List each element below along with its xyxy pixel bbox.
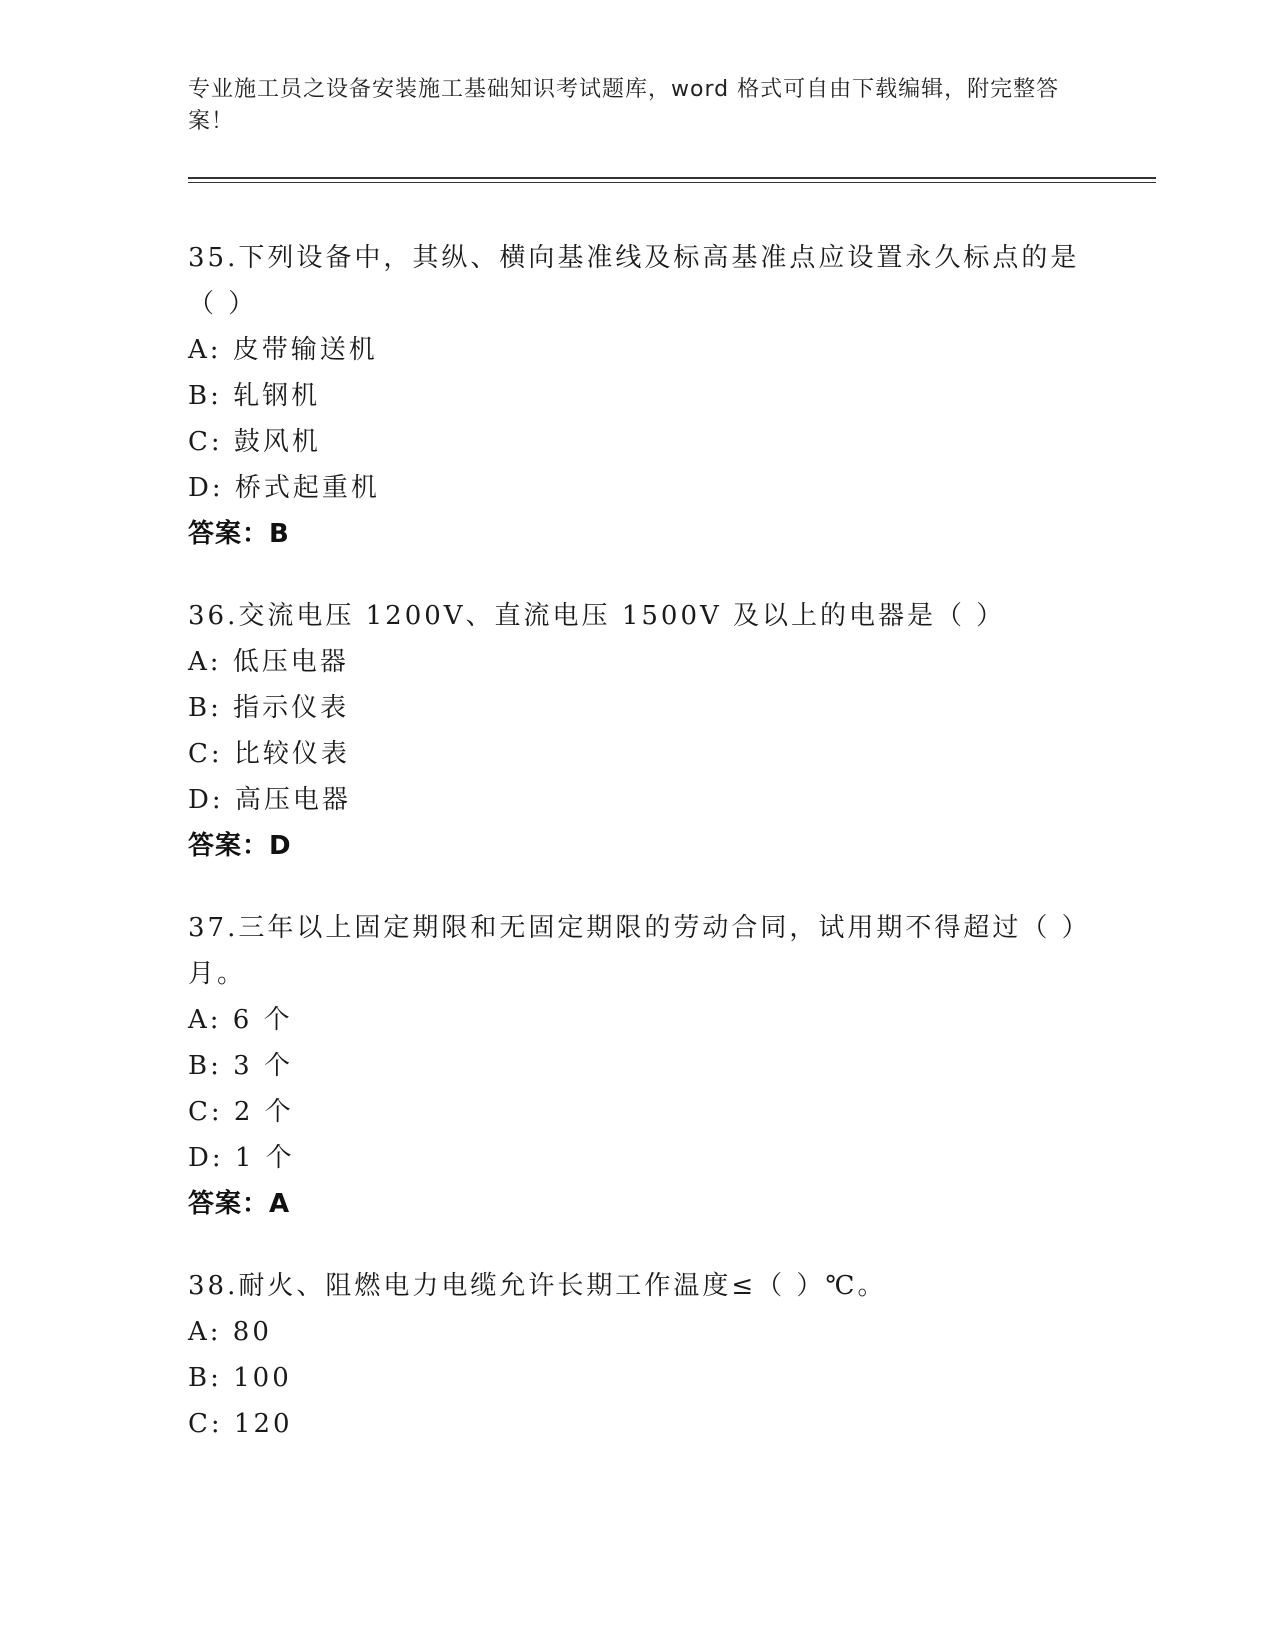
option-c: C: 鼓风机: [188, 427, 321, 457]
question-list: [188, 235, 1088, 1483]
question-text: 37.三年以上固定期限和无固定期限的劳动合同，试用期不得超过（ ）月。: [188, 913, 1078, 989]
answer-label: 答案：A: [188, 1189, 291, 1219]
question-36: [188, 593, 1088, 869]
option-b: B: 轧钢机: [188, 381, 321, 411]
option-c: C: 比较仪表: [188, 739, 350, 769]
option-d: D: 1 个: [188, 1143, 295, 1173]
document-header: 专业施工员之设备安装施工基础知识考试题库，word 格式可自由下载编辑，附完整答案！: [188, 77, 1060, 134]
option-a: A: 6 个: [188, 1005, 293, 1035]
question-35: [188, 235, 1088, 557]
option-a: A: 低压电器: [188, 647, 349, 677]
answer-label: 答案：D: [188, 831, 292, 861]
option-c: C: 2 个: [188, 1097, 294, 1127]
header-divider-thick: [188, 177, 1156, 179]
header-divider-thin: [188, 182, 1156, 183]
option-list: [188, 997, 1088, 1181]
option-a: A: 80: [188, 1317, 272, 1347]
option-b: B: 指示仪表: [188, 693, 350, 723]
question-text: 38.耐火、阻燃电力电缆允许长期工作温度≤（ ）℃。: [188, 1271, 887, 1301]
option-b: B: 3 个: [188, 1051, 293, 1081]
option-list: [188, 639, 1088, 823]
option-d: D: 桥式起重机: [188, 473, 380, 503]
question-38: [188, 1263, 1088, 1447]
option-list: [188, 327, 1088, 511]
question-text: 36.交流电压 1200V、直流电压 1500V 及以上的电器是（ ）: [188, 601, 1006, 631]
answer-label: 答案：B: [188, 519, 290, 549]
option-d: D: 高压电器: [188, 785, 351, 815]
option-list: [188, 1309, 1088, 1447]
question-37: [188, 905, 1088, 1227]
option-a: A: 皮带输送机: [188, 335, 378, 365]
option-b: B: 100: [188, 1363, 292, 1393]
option-c: C: 120: [188, 1409, 293, 1439]
question-text: 35.下列设备中，其纵、横向基准线及标高基准点应设置永久标点的是（ ）: [188, 243, 1080, 319]
